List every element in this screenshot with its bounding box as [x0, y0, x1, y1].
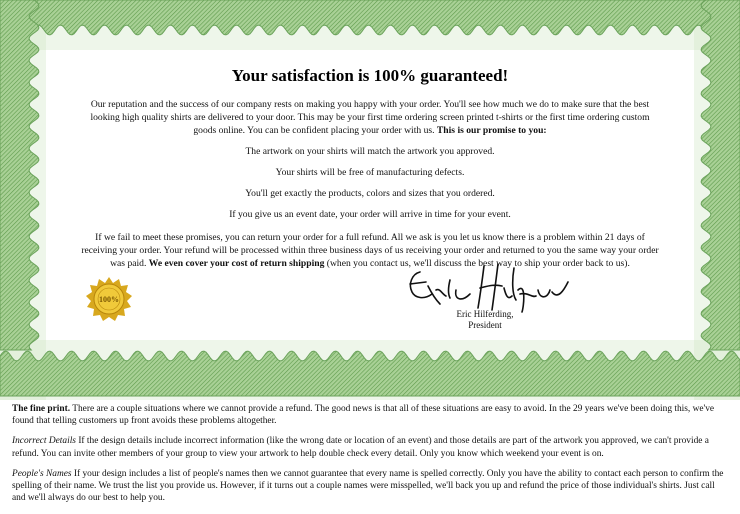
- promise-item: Your shirts will be free of manufacturing defects.: [275, 167, 465, 178]
- fine-print-label: Incorrect Details: [12, 436, 76, 447]
- signer-name: Eric Hilferding,: [456, 309, 514, 319]
- gold-seal-icon: [86, 276, 132, 322]
- certificate-body: [80, 66, 660, 270]
- promise-item: You'll get exactly the products, colors and sizes that you ordered.: [245, 188, 495, 199]
- intro-promise-lead: This is our promise to you:: [436, 125, 547, 136]
- border-band: [0, 0, 39, 350]
- fine-print-intro-text: There are a couple situations where we cannot provide a refund. The good news is that all of these situations are easy to avoid. In the 29 years we've been doing this, we've found that telling customers up front avoids these problems altogether.: [12, 404, 715, 427]
- fine-print-item: [12, 435, 728, 459]
- fine-print-section: [12, 403, 728, 512]
- certificate-title: Your satisfaction is 100% guaranteed!: [231, 66, 509, 85]
- signature-icon: [402, 260, 572, 316]
- refund-tail: (when you contact us, we'll discuss the best way to ship your order back to us).: [326, 258, 630, 269]
- refund-policy: [80, 231, 660, 270]
- intro-text: Our reputation and the success of our company rests on making you happy with your order. You'll see how much we do to make sure that the best looking high quality shirts are delivered to your door. This may be your first time ordering screen printed t-shirts or the first time ordering custom goods online. You can be confident placing your order with us.: [90, 99, 650, 136]
- fine-print-item: [12, 468, 728, 505]
- certificate-intro: [80, 98, 660, 137]
- promise-item: The artwork on your shirts will match the artwork you approved.: [245, 146, 495, 157]
- fine-print-label: People's Names: [12, 468, 72, 479]
- signer-title: President: [468, 320, 502, 330]
- refund-text: If we fail to meet these promises, you can return your order for a full refund. All we ask is you let us know there is a problem within 21 days of receiving your order. Your refund will be processed within three business days of us receiving your order and returned to you the same way your order was paid.: [81, 232, 659, 269]
- fine-print-intro: [12, 403, 728, 427]
- signer-block: [430, 309, 540, 331]
- fine-print-text: If your design includes a list of people's names then we cannot guarantee that every name is spelled correctly. Only you have the ability to contact each person to confirm the spelling of their name. We trust the list you provide us. However, if it turns out a couple names were misspelled, we'll back you up and refund the price of those individual's shirts. Just call and we'll always do our best to help you.: [12, 468, 724, 504]
- fine-print-text: If the design details include incorrect information (like the wrong date or location of an event) and those details are part of the artwork you approved, we can't provide a refund. You can invite other members of your group to view your artwork to help double check every detail. Only you know which weekend your event is on.: [12, 436, 709, 459]
- fine-print-heading: The fine print.: [12, 404, 71, 414]
- border-band: [701, 0, 740, 350]
- promise-item: If you give us an event date, your order will arrive in time for your event.: [229, 209, 511, 220]
- seal-label: 100%: [99, 295, 119, 304]
- refund-shipping-highlight: We even cover your cost of return shipping: [148, 258, 325, 269]
